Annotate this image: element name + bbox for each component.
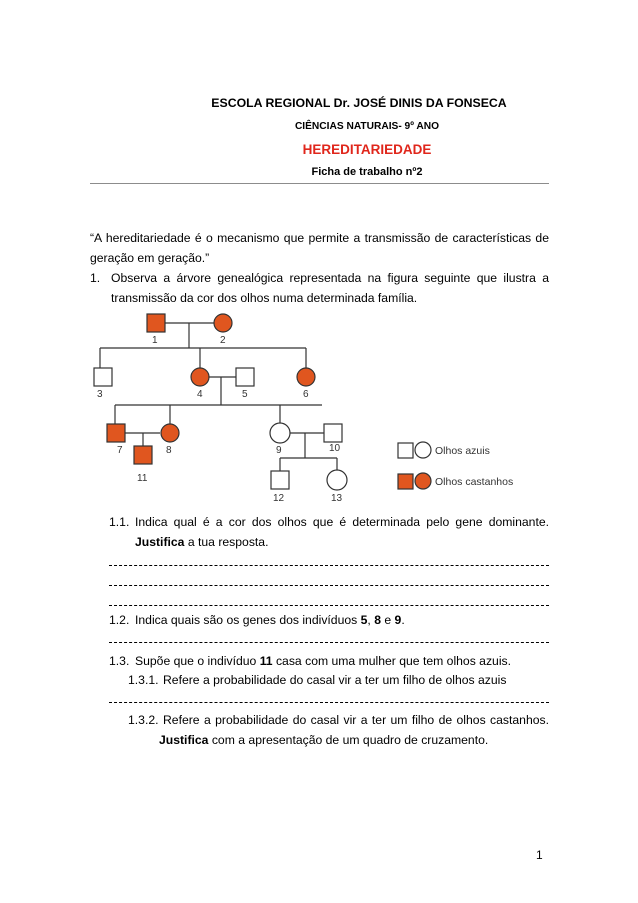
header-divider [90,183,549,184]
individual-2-label: 2 [220,335,226,346]
page-number: 1 [536,848,543,862]
legend-blue-label: Olhos azuis [435,445,490,457]
q1-3-2-rest: com a apresentação de um quadro de cruzamento. [208,733,489,747]
q1-2-sep1: , [367,613,375,627]
worksheet-number: Ficha de trabalho nº2 [311,166,423,178]
individual-13-label: 13 [331,493,343,504]
individual-10-symbol [324,424,342,442]
q1-2-individual-5: 5 [360,613,368,627]
individual-2-symbol [214,314,232,332]
q1-1-line-1: Indica qual é a cor dos olhos que é determinada pelo gene dominante. [135,515,549,529]
q1-3-pre: Supõe que o indivíduo [135,654,260,668]
q1-2-sep2: e [380,613,395,627]
q1-3-2-line-1: Refere a probabilidade do casal vir a ter um filho de olhos castanhos. [163,713,549,727]
individual-12-symbol [271,471,289,489]
q1-3-number: 1.3. [109,654,130,668]
individual-4-symbol [191,368,209,386]
individual-11-symbol [134,446,152,464]
q1-1-rest: a tua resposta. [184,535,269,549]
q1-2-number: 1.2. [109,613,130,627]
q1-3-2-number: 1.3.2. [128,713,159,727]
individual-5-symbol [236,368,254,386]
q1-number: 1. [90,271,101,285]
school-name: ESCOLA REGIONAL Dr. JOSÉ DINIS DA FONSECA [211,96,507,110]
individual-9-symbol [270,423,290,443]
answer-line-1-1-c[interactable] [109,605,549,606]
q1-2-end: . [401,613,405,627]
q1-line-1: Observa a árvore genealógica representada na figura seguinte que ilustra a [111,271,549,285]
individual-7-symbol [107,424,125,442]
individual-13-symbol [327,470,347,490]
answer-line-1-1-a[interactable] [109,565,549,566]
q1-3-individual-11: 11 [259,654,273,668]
individual-4-label: 4 [197,389,203,400]
q1-3-post: casa com uma mulher que tem olhos azuis. [272,654,512,668]
q1-2-individual-9: 9 [394,613,402,627]
individual-6-symbol [297,368,315,386]
worksheet-title: HEREDITARIEDADE [302,142,432,157]
individual-7-label: 7 [117,445,123,456]
individual-6-label: 6 [303,389,309,400]
individual-5-label: 5 [242,389,248,400]
individual-11-label: 11 [137,473,148,484]
individual-8-label: 8 [166,445,172,456]
q1-3-1-number: 1.3.1. [128,673,159,687]
intro-line-1: “A hereditariedade é o mecanismo que permite a transmissão de características de [90,231,549,245]
individual-8-symbol [161,424,179,442]
q1-2-text [135,610,549,630]
individual-1-symbol [147,314,165,332]
answer-line-1-2[interactable] [109,642,549,643]
q1-3-text [135,651,549,671]
q1-3-2-line-2 [159,730,549,750]
legend-female-brown-symbol [415,473,431,489]
answer-line-1-3-1[interactable] [109,702,549,703]
legend-brown-label: Olhos castanhos [435,476,514,488]
individual-3-symbol [94,368,112,386]
individual-3-label: 3 [97,389,103,400]
individual-12-label: 12 [273,493,285,504]
individual-9-label: 9 [276,445,282,456]
legend-female-blue-symbol [415,442,431,458]
legend-male-blue-symbol [398,443,413,458]
q1-2-individual-8: 8 [374,613,381,627]
q1-2-pre: Indica quais são os genes dos indivíduos [135,613,361,627]
subject-line: CIÊNCIAS NATURAIS- 9º ANO [294,121,440,132]
q1-1-line-2 [135,532,549,552]
q1-line-2: transmissão da cor dos olhos numa determinada família. [111,291,418,305]
individual-1-label: 1 [152,335,158,346]
answer-line-1-1-b[interactable] [109,585,549,586]
pedigree-figure [90,300,550,512]
q1-3-2-justify-word: Justifica [159,733,209,747]
intro-line-2: geração em geração.” [90,251,210,265]
q1-1-justify-word: Justifica [135,535,185,549]
q1-1-number: 1.1. [109,515,130,529]
individual-10-label: 10 [329,443,341,454]
legend-male-brown-symbol [398,474,413,489]
q1-3-1-text: Refere a probabilidade do casal vir a ter um filho de olhos azuis [163,673,507,687]
